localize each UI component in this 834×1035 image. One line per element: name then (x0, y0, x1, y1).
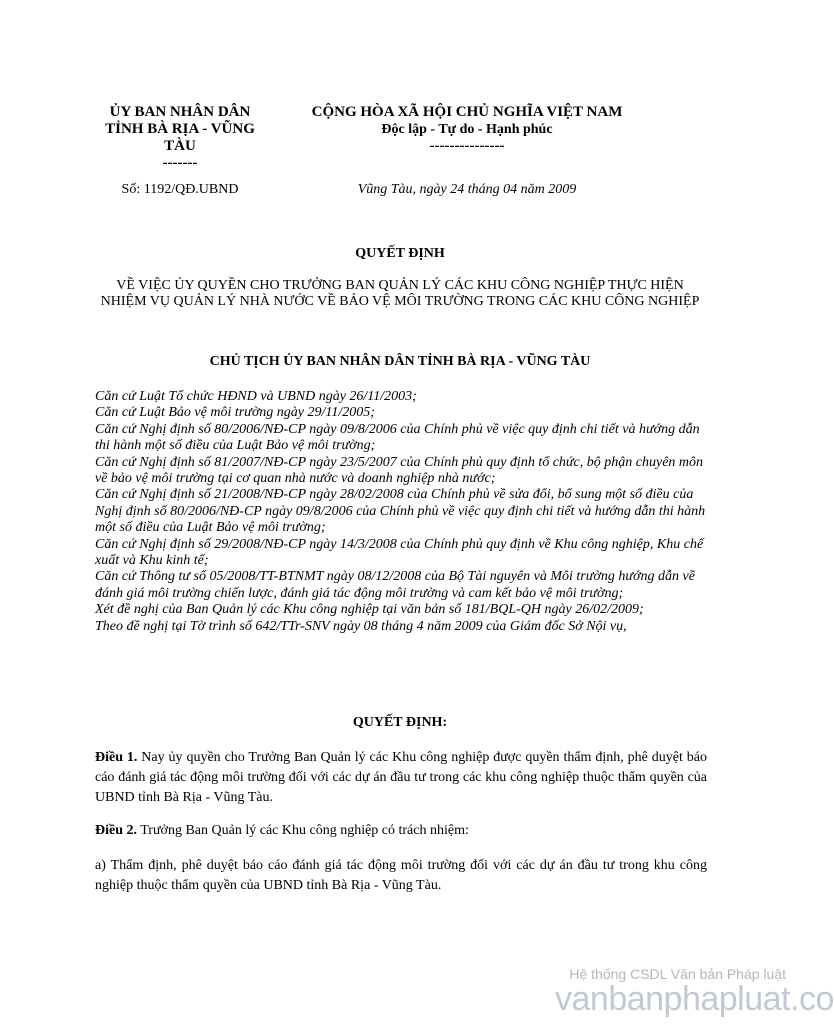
agency-divider: ------- (162, 155, 198, 171)
basis-item: Căn cứ Nghị định số 80/2006/NĐ-CP ngày 09/8/2006 của Chính phủ về việc quy định chi tiết và hướng dẫn thi hành một số điều của Luật Bảo vệ môi trường; (95, 421, 700, 454)
article-1-label: Điều 1. (95, 750, 138, 765)
issuing-authority: CHỦ TỊCH ỦY BAN NHÂN DÂN TỈNH BÀ RỊA - VŨNG TÀU (209, 354, 591, 369)
national-motto: Độc lập - Tự do - Hạnh phúc (381, 122, 553, 137)
basis-item: Căn cứ Thông tư số 05/2008/TT-BTNMT ngày 08/12/2008 của Bộ Tài nguyên và Môi trường hướng dẫn về đánh giá môi trường chiến lược, đánh giá tác động môi trường và cam kết bảo vệ môi trường; (95, 569, 695, 601)
article-1 (95, 748, 707, 808)
agency-line-2: TỈNH BÀ RỊA - VŨNG (105, 121, 255, 137)
watermark-site: vanbanphapluat.co (555, 980, 834, 1018)
watermark-caption: Hệ thống CSDL Văn bản Pháp luật (569, 966, 786, 982)
document-number: Số: 1192/QĐ.UBND (121, 182, 239, 197)
basis-item: Căn cứ Nghị định số 21/2008/NĐ-CP ngày 28/02/2008 của Chính phủ về sửa đổi, bổ sung một số điều của Nghị định số 80/2006/NĐ-CP ngày 09/8/2006 của Chính phủ về việc quy định chi tiết và hướng dẫn thi hành một số điều của Luật Bảo vệ môi trường; (95, 487, 706, 536)
document-subject: VỀ VIỆC ỦY QUYỀN CHO TRƯỞNG BAN QUẢN LÝ CÁC KHU CÔNG NGHIỆP THỰC HIỆN NHIỆM VỤ QUẢN LÝ NHÀ NƯỚC VỀ BẢO VỆ MÔI TRƯỜNG TRONG CÁC KHU CÔNG NGHIỆP (100, 278, 700, 309)
basis-item: Theo đề nghị tại Tờ trình số 642/TTr-SNV ngày 08 tháng 4 năm 2009 của Giám đốc Sở Nội vụ, (95, 618, 627, 634)
article-2-text: Trưởng Ban Quản lý các Khu công nghiệp có trách nhiệm: (137, 823, 469, 838)
nation-name: CỘNG HÒA XÃ HỘI CHỦ NGHĨA VIỆT NAM (311, 104, 623, 120)
article-2-label: Điều 2. (95, 823, 137, 838)
issuing-agency (95, 104, 265, 172)
basis-item: Căn cứ Luật Tổ chức HĐND và UBND ngày 26/11/2003; (95, 389, 417, 404)
basis-item: Căn cứ Nghị định số 29/2008/NĐ-CP ngày 14/3/2008 của Chính phủ quy định về Khu công nghiệp, Khu chế xuất và Khu kinh tế; (95, 536, 704, 569)
agency-line-1: ỦY BAN NHÂN DÂN (109, 104, 251, 120)
national-title (272, 104, 662, 155)
document-title: QUYẾT ĐỊNH (355, 246, 445, 261)
place-date: Vũng Tàu, ngày 24 tháng 04 năm 2009 (357, 182, 577, 197)
decision-heading: QUYẾT ĐỊNH: (352, 715, 448, 730)
basis-item: Xét đề nghị của Ban Quản lý các Khu công nghiệp tại văn bản số 181/BQL-QH ngày 26/02/2009; (95, 602, 644, 618)
legal-bases (95, 389, 707, 635)
basis-item: Căn cứ Nghị định số 81/2007/NĐ-CP ngày 23/5/2007 của Chính phủ quy định tổ chức, bộ phận chuyên môn về bảo vệ môi trường tại cơ quan nhà nước và doanh nghiệp nhà nước; (95, 454, 704, 487)
nation-divider: --------------- (429, 138, 505, 154)
basis-item: Căn cứ Luật Bảo vệ môi trường ngày 29/11/2005; (95, 405, 375, 421)
article-2 (95, 821, 707, 841)
article-2-item-a: a) Thẩm định, phê duyệt báo cáo đánh giá tác động môi trường đối với các dự án đầu tư trong khu công nghiệp thuộc thẩm quyền của UBND tỉnh Bà Rịa - Vũng Tàu. (95, 858, 707, 893)
agency-line-3: TÀU (164, 138, 196, 154)
article-1-text: Nay ủy quyền cho Trưởng Ban Quản lý các Khu công nghiệp được quyền thẩm định, phê duyệt báo cáo đánh giá tác động môi trường đối với các dự án đầu tư trong các khu công nghiệp thuộc thẩm quyền của UBND tỉnh Bà Rịa - Vũng Tàu. (95, 750, 707, 805)
